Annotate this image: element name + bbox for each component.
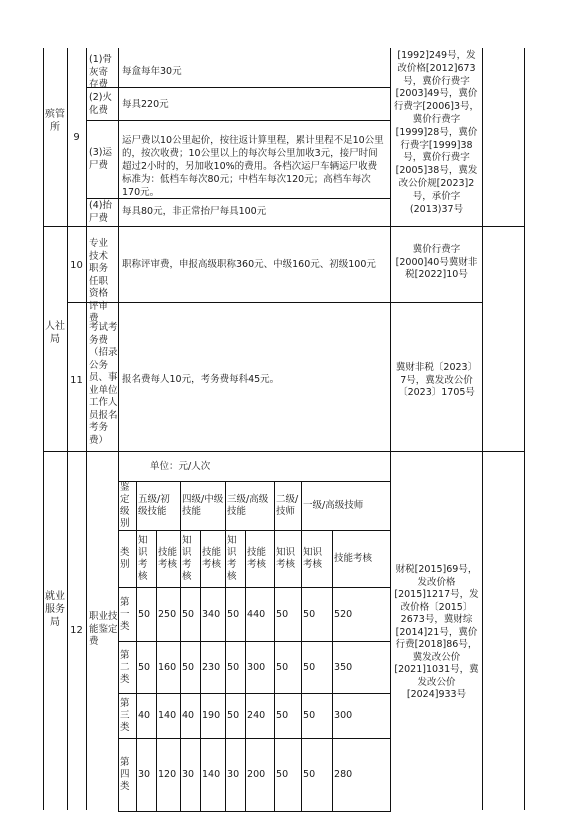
- skill-fee-table: [118, 481, 391, 812]
- row-divider: [86, 87, 390, 88]
- item-desc: 每具220元: [122, 99, 169, 110]
- item-name: 考试考务费（招录公务员、事业单位工作人员报名考务费）: [89, 322, 118, 446]
- fee-cell: 200: [246, 739, 275, 812]
- header-cell: 鉴定级别: [119, 482, 137, 531]
- item-desc: 职称评审费，申报高级职称360元、中级160元、初级100元: [122, 259, 376, 270]
- dept-label: 就业服务局: [45, 591, 65, 628]
- dept-label: 殡管所: [45, 109, 65, 133]
- fee-cell: 280: [333, 739, 391, 812]
- fee-cell: 50: [275, 588, 302, 642]
- fee-cell: 50: [181, 588, 201, 642]
- fee-cell: 50: [226, 642, 246, 694]
- fee-cell: 50: [302, 642, 333, 694]
- fee-cell: 40: [181, 694, 201, 739]
- fee-cell: 520: [333, 588, 391, 642]
- row-type: 第三类: [119, 694, 137, 739]
- item-name: 专业技术职务任职资格评审费: [89, 238, 109, 324]
- fee-cell: 140: [157, 694, 181, 739]
- fee-cell: 120: [157, 739, 181, 812]
- dept-label: 人社局: [45, 321, 65, 345]
- header-cell: 类别: [119, 531, 137, 588]
- basis-text: 冀价行费字[2000]40号冀财非税[2022]10号: [395, 244, 478, 280]
- basis-text: 冀财非税〔2023〕7号，冀发改公价〔2023〕1705号: [395, 362, 478, 398]
- fee-cell: 340: [201, 588, 226, 642]
- table-row: [119, 694, 391, 739]
- section-divider: [43, 226, 524, 227]
- table-row: [119, 642, 391, 694]
- level-header: 四级/中级技能: [181, 482, 226, 531]
- fee-cell: 30: [181, 739, 201, 812]
- col-line: [524, 48, 525, 810]
- row-number: 10: [70, 260, 83, 271]
- item-name: 职业技能鉴定费: [89, 611, 118, 647]
- fee-cell: 160: [157, 642, 181, 694]
- fee-cell: 50: [137, 642, 157, 694]
- table-row: [119, 588, 391, 642]
- row-divider: [86, 120, 390, 121]
- level-header: 一级/高级技师: [302, 482, 391, 531]
- fee-cell: 50: [181, 642, 201, 694]
- fee-cell: 440: [246, 588, 275, 642]
- fee-cell: 50: [226, 694, 246, 739]
- item-name: (1)骨灰寄存费: [89, 54, 112, 90]
- row-number: 12: [70, 625, 83, 636]
- fee-cell: 300: [333, 694, 391, 739]
- fee-cell: 50: [137, 588, 157, 642]
- sub-header: 技能考核: [157, 531, 181, 588]
- fee-cell: 230: [201, 642, 226, 694]
- fee-cell: 30: [137, 739, 157, 812]
- unit-label: 单位：元/人次: [150, 461, 211, 472]
- fee-cell: 240: [246, 694, 275, 739]
- level-header: 二级/技师: [275, 482, 302, 531]
- sub-header: 知识考核: [275, 531, 302, 588]
- item-desc: 每盒每年30元: [122, 66, 182, 77]
- fee-cell: 50: [226, 588, 246, 642]
- item-desc: 报名费每人10元，考务费每科45元。: [122, 374, 280, 385]
- row-type: 第二类: [119, 642, 137, 694]
- sub-header: 知识考核: [226, 531, 246, 588]
- row-type: 第一类: [119, 588, 137, 642]
- row-number: 9: [73, 132, 80, 143]
- row-number: 11: [70, 375, 83, 386]
- sub-header: 知识考核: [181, 531, 201, 588]
- item-name: (3)运尸费: [89, 147, 112, 171]
- basis-text: [1992]249号，发改价格[2012]673号，冀价行费字[2003]49号，冀价行费字[2006]3号，冀价行费字[1999]28号，冀价行费字[1999]38号，冀价行费字[2005]38号，冀发改公价规[2023]2号，承价字(2013)37号: [393, 50, 480, 215]
- table-row: [119, 739, 391, 812]
- section-divider: [43, 451, 524, 452]
- level-header: 五级/初级技能: [137, 482, 181, 531]
- fee-cell: 50: [302, 588, 333, 642]
- row-divider: [67, 302, 482, 303]
- sub-header: 技能考核: [333, 531, 391, 588]
- item-desc: 每具80元，非正常抬尸每具100元: [122, 206, 267, 217]
- fee-cell: 50: [302, 694, 333, 739]
- item-name: (4)抬尸费: [89, 200, 112, 224]
- col-line: [482, 48, 483, 810]
- fee-cell: 50: [302, 739, 333, 812]
- basis-text: 财税[2015]69号，发改价格[2015]1217号，发改价格〔2015〕2673号，冀财综[2014]21号，冀价行费[2018]86号，冀发改公价[2021]1031号，冀发改公价[2024]933号: [394, 564, 479, 700]
- item-desc: 运尸费以10公里起价，按往返计算里程，累计里程不足10公里的，按次收费；10公里以上的每次每公里加收3元，接尸时间超过2小时的，另加收10%的费用。各档次运尸车辆运尸收费标准为：低档车每次80元；中档车每次120元；高档车每次170元。: [122, 135, 384, 198]
- fee-cell: 140: [201, 739, 226, 812]
- col-line: [67, 48, 68, 810]
- fee-cell: 30: [226, 739, 246, 812]
- fee-cell: 300: [246, 642, 275, 694]
- fee-cell: 350: [333, 642, 391, 694]
- sub-header: 知识考核: [302, 531, 333, 588]
- col-line: [43, 48, 44, 810]
- col-line: [86, 48, 87, 810]
- fee-cell: 50: [275, 694, 302, 739]
- row-type: 第四类: [119, 739, 137, 812]
- fee-cell: 50: [275, 739, 302, 812]
- sub-header: 知识考核: [137, 531, 157, 588]
- fee-cell: 50: [275, 642, 302, 694]
- fee-cell: 190: [201, 694, 226, 739]
- fee-cell: 250: [157, 588, 181, 642]
- sub-header: 技能考核: [246, 531, 275, 588]
- sub-header: 技能考核: [201, 531, 226, 588]
- item-name: (2)火化费: [89, 92, 112, 116]
- fee-cell: 40: [137, 694, 157, 739]
- level-header: 三级/高级技能: [226, 482, 275, 531]
